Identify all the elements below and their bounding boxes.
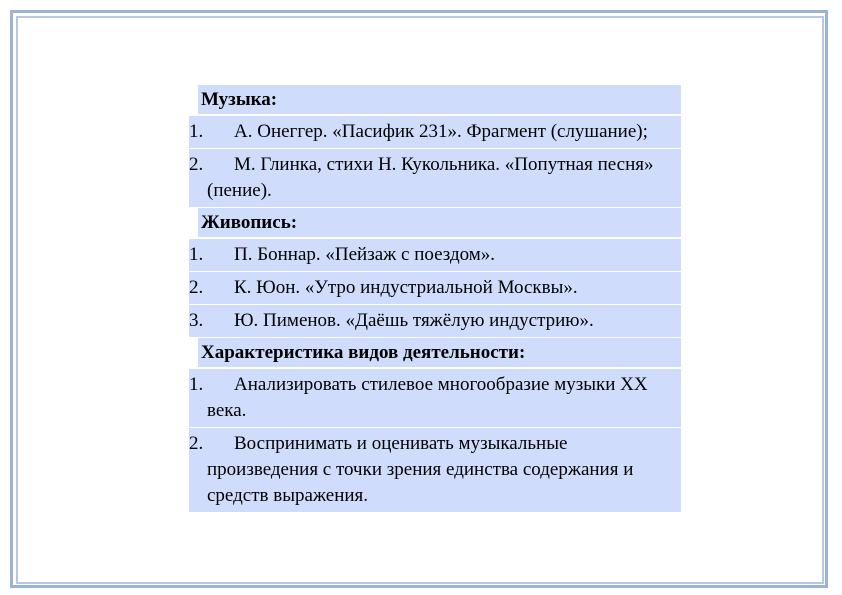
list-item xyxy=(189,428,681,512)
list-item-text: А. Онеггер. «Пасифик 231». Фрагмент (слушание); xyxy=(234,121,648,142)
list-item-number: 3. xyxy=(189,310,204,331)
list-item-text: К. Юон. «Утро индустриальной Москвы». xyxy=(234,277,578,298)
section-heading-painting: Живопись: xyxy=(198,208,681,237)
list-item xyxy=(189,149,681,207)
list-item xyxy=(189,369,681,427)
list-item-text: Анализировать стилевое многообразие музыки XX века. xyxy=(207,374,648,421)
list-item-number: 1. xyxy=(189,244,204,265)
list-item-number: 1. xyxy=(189,374,204,395)
list-item-text: М. Глинка, стихи Н. Кукольника. «Попутная песня» (пение). xyxy=(207,154,654,201)
list-item-number: 2. xyxy=(189,154,204,175)
list-item-text: Ю. Пименов. «Даёшь тяжёлую индустрию». xyxy=(234,310,594,331)
section-heading-music: Музыка: xyxy=(198,85,681,114)
content-block xyxy=(189,85,681,513)
list-item xyxy=(189,272,681,304)
list-item-text: П. Боннар. «Пейзаж с поездом». xyxy=(234,244,496,265)
section-heading-activities: Характеристика видов деятельности: xyxy=(198,338,681,367)
list-item xyxy=(189,305,681,337)
list-item-number: 2. xyxy=(189,433,204,454)
list-item-number: 2. xyxy=(189,277,204,298)
list-item xyxy=(189,116,681,148)
list-item-number: 1. xyxy=(189,121,204,142)
list-item xyxy=(189,239,681,271)
list-item-text: Воспринимать и оценивать музыкальные произведения с точки зрения единства содержания и средств выражения. xyxy=(207,433,634,506)
